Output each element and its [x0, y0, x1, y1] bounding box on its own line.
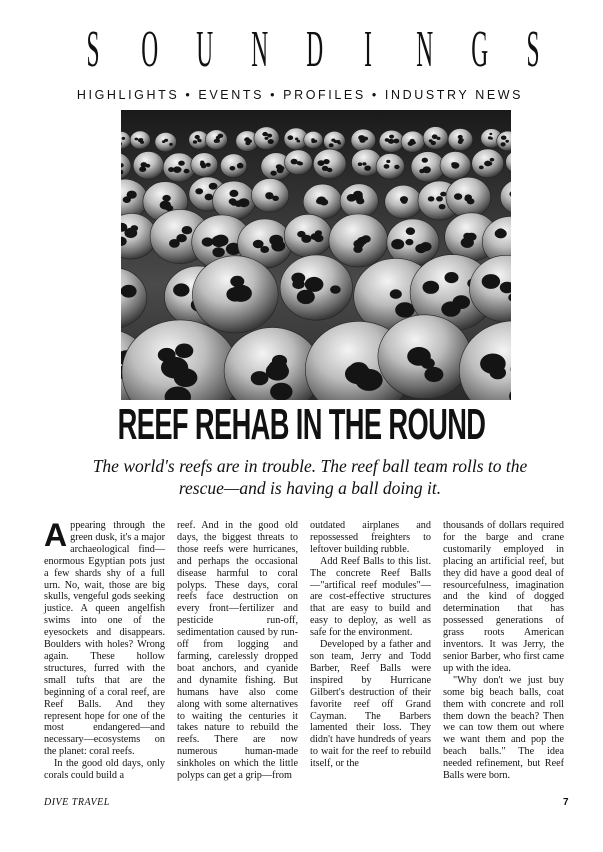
reef-ball-hole	[139, 138, 143, 141]
masthead-letter: U	[196, 21, 214, 78]
reef-ball-hole	[164, 139, 168, 142]
reef-ball-hole	[411, 141, 416, 145]
reef-ball-hole	[195, 188, 203, 194]
reef-ball-hole	[205, 194, 213, 201]
reef-ball-hole	[390, 289, 402, 299]
reef-ball-hole	[419, 169, 424, 173]
reef-ball-hole	[428, 196, 435, 201]
reef-ball-hole	[391, 239, 404, 249]
reef-ball-hole	[353, 191, 363, 199]
reef-ball-hole	[329, 143, 334, 147]
reef-ball-hole	[487, 161, 493, 165]
paragraph: reef. And in the good old days, the biggest threats to those reefs were hurricanes, and perhaps the occasional disease harmful to coral polyps. These days, coral reefs face destruction on every front—fertilizer and pesticide run-off, sedimentation caused by run-off from logging and farming, carelessly dropped boat anchors, and cyanide and dynamite fishing. But humans have also come along with some alternatives to waiting the centuries it takes nature to rebuild the reefs. There are now numerous human-made sinkholes on which the little polyps can get a grip—from	[177, 520, 298, 782]
reef-ball-hole	[439, 204, 446, 209]
reef-ball-hole	[234, 291, 248, 302]
reef-ball-hole	[384, 164, 390, 169]
masthead-letter: N	[416, 21, 434, 78]
reef-ball-hole	[202, 237, 214, 246]
headline-text: REEF REHAB IN THE ROUND	[117, 400, 486, 449]
reef-ball-hole	[429, 139, 433, 142]
drop-cap: A	[44, 517, 68, 553]
reef-ball-hole	[451, 162, 456, 166]
reef-ball-hole	[424, 367, 443, 382]
paragraph: outdated airplanes and repossessed freighters to leftover building rubble.	[310, 520, 431, 555]
reef-ball-hole	[463, 233, 471, 240]
masthead-letter: N	[251, 21, 269, 78]
reef-ball-hole	[169, 143, 173, 146]
article-body	[44, 517, 566, 792]
reef-ball-hole	[422, 158, 428, 163]
reef-ball-hole	[323, 159, 329, 164]
reef-ball-hole	[291, 273, 305, 284]
reef-ball-hole	[265, 137, 269, 140]
reef-ball-hole	[488, 136, 492, 139]
reef-ball-hole	[265, 192, 273, 198]
reef-balls-illustration	[121, 110, 511, 400]
reef-ball-hole	[505, 140, 509, 143]
masthead-letter: S	[86, 21, 100, 78]
body-column-2	[177, 520, 298, 792]
reef-ball-hole	[420, 242, 432, 251]
reef-ball-hole	[215, 139, 220, 143]
reef-ball-hole	[458, 135, 463, 139]
reef-ball-hole	[297, 290, 315, 304]
reef-ball-hole	[123, 196, 131, 203]
reef-ball-hole	[121, 285, 137, 298]
reef-ball-hole	[355, 369, 382, 391]
reef-ball-hole	[146, 164, 151, 168]
reef-ball-hole	[237, 163, 244, 168]
reef-ball-hole	[173, 166, 181, 173]
masthead-letter: S	[526, 21, 540, 78]
reef-ball-hole	[182, 226, 193, 234]
reef-ball-hole	[271, 240, 285, 251]
page-number: 7	[563, 797, 569, 808]
reef-ball-hole	[122, 137, 126, 140]
reef-ball-hole	[394, 165, 399, 169]
reef-ball-hole	[158, 348, 176, 362]
paragraph	[44, 517, 165, 758]
reef-ball-hole	[212, 236, 227, 248]
reef-ball-hole	[175, 344, 193, 359]
reef-ball-hole	[314, 140, 318, 143]
paragraph: Add Reef Balls to this list. The concrete Reef Balls—"artifical reef modules"—are cost-effective structures that are easy to build and easy to deploy, as well as safe for the environment.	[310, 555, 431, 639]
reef-ball-hole	[395, 302, 414, 317]
reef-ball-hole	[206, 163, 211, 167]
reef-ball-hole	[270, 171, 276, 176]
reef-ball-hole	[231, 200, 238, 206]
article-headline	[0, 400, 603, 450]
reef-ball-hole	[490, 366, 506, 379]
reef-ball-hole	[389, 135, 394, 139]
reef-ball-hole	[139, 166, 146, 172]
reef-ball-hole	[440, 192, 446, 197]
reef-ball-hole	[200, 161, 204, 164]
reef-ball-hole	[268, 139, 274, 144]
reef-ball-hole	[362, 162, 366, 165]
reef-ball-hole	[247, 139, 252, 143]
reef-ball-hole	[253, 240, 264, 249]
reef-ball-hole	[356, 198, 364, 205]
reef-ball-hole	[386, 160, 390, 163]
reef-ball-hole	[173, 283, 189, 296]
masthead-letter: O	[141, 21, 159, 78]
reef-ball-hole	[363, 137, 368, 141]
body-column-1	[44, 517, 165, 792]
reef-ball-hole	[298, 162, 302, 165]
reef-ball-hole	[454, 193, 462, 200]
reef-ball-hole	[176, 234, 187, 242]
reef-ball-hole	[184, 169, 190, 174]
publication-name: DIVE TRAVEL	[44, 797, 110, 808]
reef-ball-hole	[218, 134, 224, 138]
reef-ball-hole	[336, 140, 340, 143]
reef-ball-hole	[193, 140, 197, 144]
reef-ball-hole	[330, 285, 341, 293]
reef-ball-hole	[361, 235, 371, 243]
reef-ball-hole	[135, 138, 139, 141]
section-kicker: HIGHLIGHTS • EVENTS • PROFILES • INDUSTRY NEWS	[76, 88, 524, 102]
reef-balls-photo	[121, 110, 511, 400]
reef-ball-hole	[401, 198, 407, 203]
reef-ball-hole	[251, 371, 269, 385]
reef-ball-hole	[195, 135, 200, 139]
reef-ball-hole	[490, 158, 495, 162]
reef-ball-hole	[423, 281, 440, 294]
reef-ball-hole	[445, 272, 459, 283]
reef-ball-hole	[230, 166, 236, 171]
paragraph: "Why don't we just buy some big beach balls, coat them with concrete and roll them down the beach? Then we can tow them out where we want them and pop the beach balls." The idea needed refinement, but Reef Balls were born.	[443, 674, 564, 782]
reef-ball-hole	[405, 239, 413, 245]
reef-ball-hole	[479, 166, 484, 170]
masthead-letter: I	[364, 21, 372, 78]
reef-ball-hole	[406, 227, 415, 235]
reef-ball-hole	[453, 295, 470, 309]
reef-ball-hole	[432, 134, 438, 139]
reef-ball-hole	[385, 138, 390, 142]
reef-ball-hole	[229, 190, 238, 197]
masthead-letter: D	[306, 21, 324, 78]
reef-ball-hole	[297, 140, 301, 143]
paragraph-text: ppearing through the green dusk, it's a major archaeological find—enormous Egyptian pots just a few shards shy of a full urn. No, wait, those are big skulls, vengeful gods seeking justice. A queen angelfish swims into one of the eyesockets and disappears. Boulders with holes? Wrong again. These hollow structures, furred with the small tufts that are the beginning of a coral reef, are Reef Balls. And they represent hope for one of the most endangered—and necessary—ecosystems on the planet: coral reefs.	[44, 520, 165, 758]
paragraph: thousands of dollars required for the barge and crane customarily employed in placing an artificial reef, but they did have a good deal of resourcefulness, imagination and the kind of dogged determination that has possessed generations of grass roots American inventors. It was Jerry, the senior Barber, who first came up with the idea.	[443, 520, 564, 674]
reef-ball-hole	[501, 136, 507, 140]
masthead-letter: G	[471, 21, 489, 78]
reef-ball-hole	[327, 168, 333, 172]
reef-ball-hole	[465, 194, 472, 200]
reef-ball-hole	[495, 229, 507, 239]
reef-ball-hole	[353, 246, 362, 253]
body-column-3	[310, 520, 431, 792]
reef-ball	[155, 132, 177, 151]
reef-ball	[376, 154, 404, 180]
reef-ball-hole	[162, 195, 170, 202]
reef-ball-hole	[160, 201, 171, 210]
reef-ball-hole	[212, 247, 224, 257]
reef-ball-hole	[266, 362, 289, 381]
paragraph: In the good old days, only corals could build a	[44, 758, 165, 782]
reef-ball-hole	[317, 197, 326, 204]
reef-ball-hole	[358, 162, 362, 166]
reef-ball-hole	[305, 277, 324, 292]
article-deck: The world's reefs are in trouble. The reef ball team rolls to the rescue—and is having a ball doing it.	[92, 456, 528, 498]
reef-ball-hole	[272, 196, 279, 201]
paragraph: Developed by a father and son team, Jerry and Todd Barber, Reef Balls were inspired by Hurricane Gilbert's destruction of their favorite reef off Grand Cayman. The Barbers lamented their loss. They didn't have hundreds of years to wait for the reef to rebuild itself, or the	[310, 639, 431, 770]
masthead	[78, 22, 548, 78]
reef-ball-hole	[314, 235, 324, 243]
reef-ball-hole	[262, 132, 268, 136]
reef-ball-hole	[501, 142, 506, 146]
reef-ball-hole	[270, 383, 292, 400]
reef-ball-hole	[178, 161, 185, 166]
body-column-4	[443, 520, 564, 792]
reef-ball-hole	[276, 165, 281, 169]
reef-ball-hole	[287, 135, 293, 140]
reef-ball-hole	[489, 133, 492, 135]
reef-ball-hole	[209, 183, 218, 190]
reef-ball-hole	[366, 166, 371, 170]
reef-ball-hole	[407, 347, 431, 366]
reef-ball-hole	[482, 274, 500, 289]
reef-ball-hole	[291, 159, 298, 165]
reef-ball-hole	[436, 196, 443, 201]
reef-ball-hole	[297, 231, 305, 238]
